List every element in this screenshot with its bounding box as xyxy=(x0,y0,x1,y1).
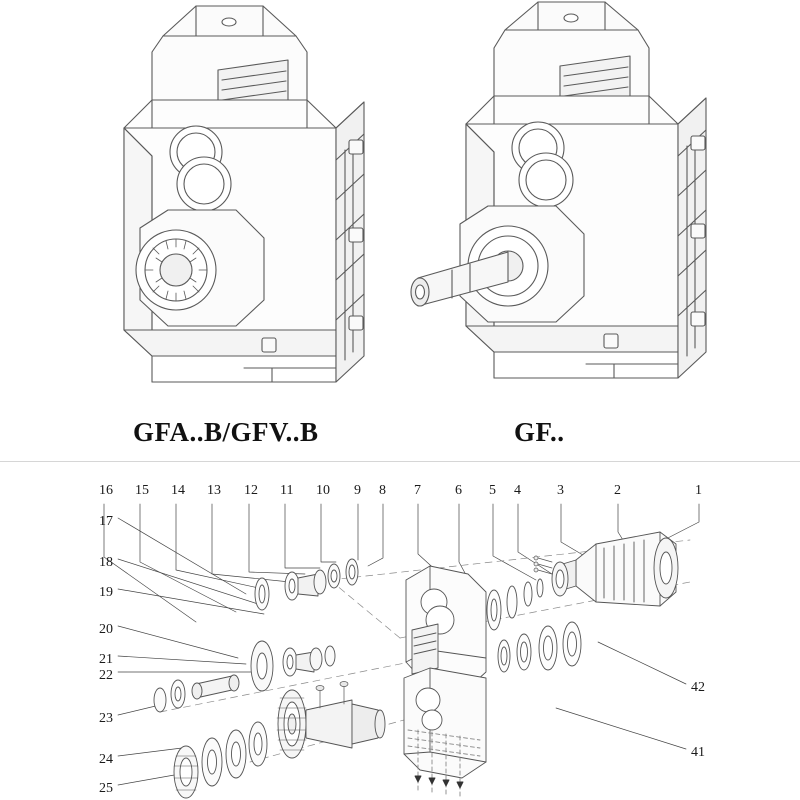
caption-gf: GF.. xyxy=(514,417,565,447)
callout-top-16: 16 xyxy=(99,483,113,498)
gearbox-view-left xyxy=(124,6,364,382)
callout-left-19: 19 xyxy=(99,585,113,600)
callout-left-21: 21 xyxy=(99,652,113,667)
callout-top-2: 2 xyxy=(614,483,621,498)
exploded-parts-diagram xyxy=(0,462,800,800)
exploded-diagram-svg xyxy=(0,462,800,800)
callout-top-14: 14 xyxy=(171,483,185,498)
callout-top-9: 9 xyxy=(354,483,361,498)
callout-top-13: 13 xyxy=(207,483,221,498)
callout-left-24: 24 xyxy=(99,752,113,767)
callout-left-25: 25 xyxy=(99,781,113,796)
caption-gfa-gfv: GFA..B/GFV..B xyxy=(133,417,319,447)
callout-top-10: 10 xyxy=(316,483,330,498)
callout-top-11: 11 xyxy=(280,483,294,498)
callout-right-41: 41 xyxy=(691,745,705,760)
callout-left-20: 20 xyxy=(99,622,113,637)
callout-top-5: 5 xyxy=(489,483,496,498)
callout-top-1: 1 xyxy=(695,483,702,498)
callout-left-23: 23 xyxy=(99,711,113,726)
callout-top-6: 6 xyxy=(455,483,462,498)
callout-left-22: 22 xyxy=(99,668,113,683)
callout-top-12: 12 xyxy=(244,483,258,498)
callout-top-15: 15 xyxy=(135,483,149,498)
callout-left-18: 18 xyxy=(99,555,113,570)
callout-top-7: 7 xyxy=(414,483,421,498)
callout-top-4: 4 xyxy=(514,483,521,498)
callout-right-42: 42 xyxy=(691,680,705,695)
callout-top-8: 8 xyxy=(379,483,386,498)
gearbox-view-right xyxy=(411,2,706,378)
callout-top-3: 3 xyxy=(557,483,564,498)
callout-left-17: 17 xyxy=(99,514,113,529)
